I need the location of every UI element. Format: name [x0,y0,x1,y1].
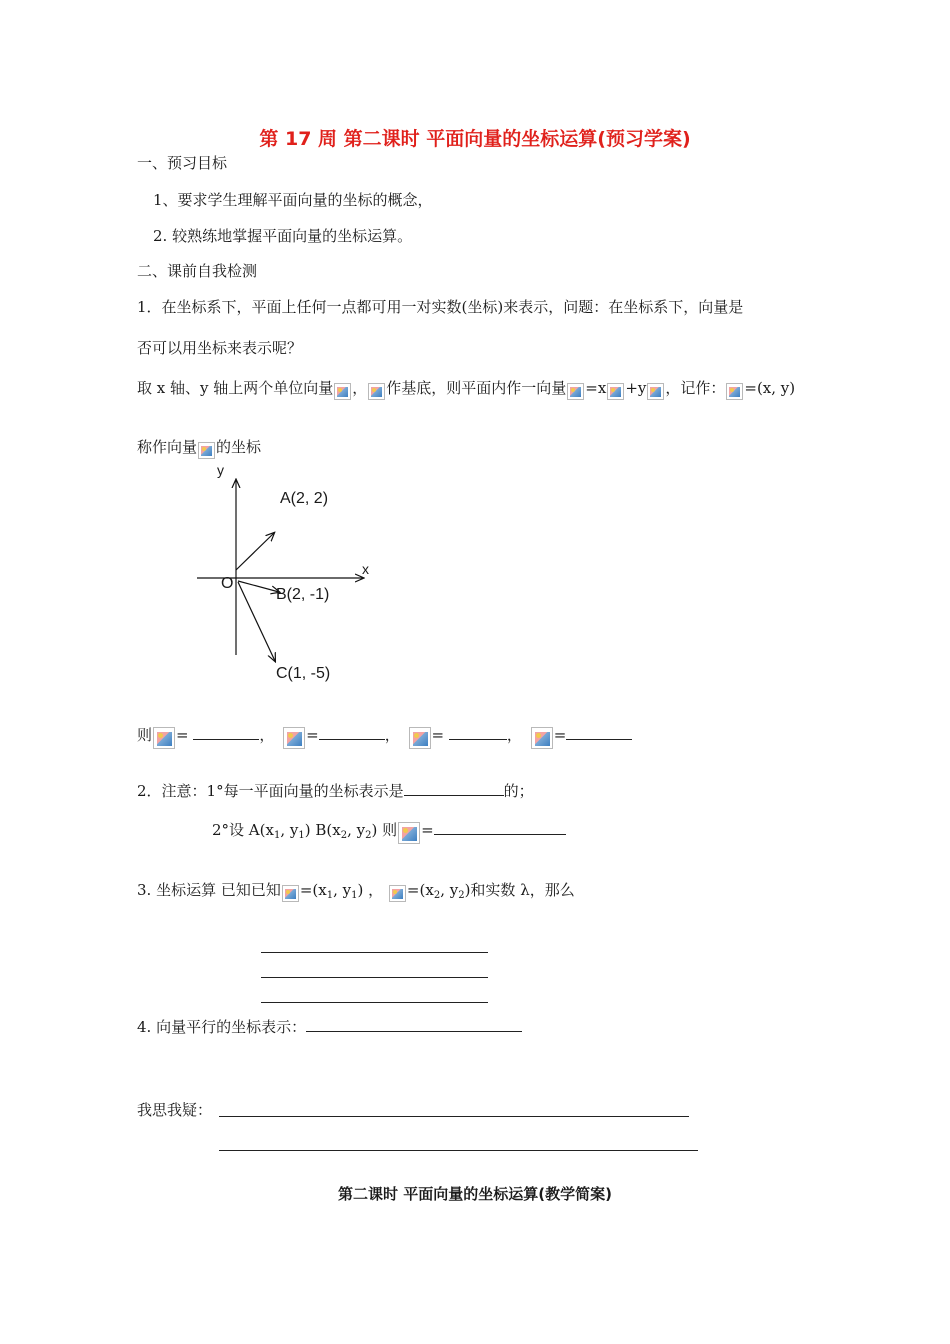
q1-line4-text-b: 的坐标 [216,438,262,456]
q2-line1-text-b: 的； [503,782,534,800]
comma-1: ， [259,726,275,744]
vector-ob-image-icon [283,727,305,749]
eq-4: = [553,726,567,744]
vector-ab-image-icon [398,822,420,844]
y-axis-label: y [217,462,224,478]
vector-a-image-icon [282,885,299,902]
x-axis-label: x [362,561,369,577]
q3-answer-line-3[interactable] [261,1002,488,1003]
q1-line3-text-g: =(x, y) [744,379,796,397]
q3-sub-1: 1 [326,890,334,901]
q3-g: )和实数 λ，那么 [464,881,575,899]
eq-3: = [431,726,445,744]
answer-blank-3[interactable] [449,723,507,740]
q1-line3-text-a: 取 x 轴、y 轴上两个单位向量 [137,379,334,397]
reflection-line-1[interactable] [219,1116,689,1117]
vector-i-image-icon [607,383,624,400]
eq-2: = [306,726,319,744]
vector-a-image-icon [726,383,743,400]
q2-line2-c: ) B(x [304,821,341,839]
vector-oc-image-icon [409,727,431,749]
q3-answer-line-1[interactable] [261,952,488,953]
point-c-label: C(1, -5) [276,665,331,682]
q2-line1-text-a: 2．注意：1°每一平面向量的坐标表示是 [137,782,404,800]
eq-1: = [176,726,189,744]
objective-1: 1、要求学生理解平面向量的坐标的概念， [153,191,433,209]
point-b-label: B(2, -1) [276,586,330,603]
comma-3: ， [506,726,522,744]
q4-line [137,1015,522,1037]
vector-oa [236,533,274,570]
q3-sub-3: 2 [433,890,441,901]
objective-2: 2. 较熟练地掌握平面向量的坐标运算。 [153,227,413,245]
reflection-label: 我思我疑： [137,1101,213,1119]
vector-i-image-icon [334,383,351,400]
point-a-label: A(2, 2) [280,490,329,507]
q3-sub-2: 1 [351,890,358,901]
q3-d: ) ， [357,881,384,899]
answer-blank-4[interactable] [566,723,632,740]
section-subtitle: 第二课时 平面向量的坐标运算(教学简案) [338,1185,612,1203]
q3-sub-4: 2 [458,890,465,901]
answer-blank-1[interactable] [193,723,259,740]
vector-ab-image-icon [531,727,553,749]
q2-line2-a: 2°设 A(x [212,821,274,839]
q2-blank-2[interactable] [434,818,566,835]
q4-text: 4. 向量平行的坐标表示： [137,1018,307,1036]
q1-line3 [137,378,795,400]
q2-sub-4: 2 [365,830,372,841]
q2-line2 [212,818,566,846]
q2-line2-e: ) 则 [371,821,398,839]
q2-line2-b: , y [280,821,299,839]
section2-heading: 二、课前自我检测 [137,262,258,280]
q2-blank-1[interactable] [404,779,504,796]
q2-line1 [137,779,534,801]
q3-a: 3. 坐标运算 已知已知 [137,881,281,899]
q1-line3-text-c: 作基底，则平面内作一向量 [386,379,567,397]
q3-f: , y [440,881,459,899]
vector-oa-image-icon [153,727,175,749]
q3-answer-line-2[interactable] [261,977,488,978]
vector-j-image-icon [368,383,385,400]
q1-line1: 1．在坐标系下，平面上任何一点都可用一对实数(坐标)来表示，问题：在坐标系下，向量是 [137,298,744,316]
page-title: 第 17 周 第二课时 平面向量的坐标运算(预习学案) [259,128,691,150]
q3-b: =(x [299,881,327,899]
q4-blank[interactable] [306,1015,522,1032]
q1-line3-text-f: ，记作： [665,379,726,397]
answer-row [137,723,632,749]
vector-b-image-icon [389,885,406,902]
comma-2: ， [384,726,400,744]
q2-line2-d: , y [347,821,366,839]
q1-line3-text-b: ， [352,379,368,397]
q2-sub-3: 2 [340,830,348,841]
vector-ob [238,581,279,592]
q3-line [137,880,575,906]
q1-line4 [137,437,261,459]
section1-heading: 一、预习目标 [137,154,228,172]
then-label: 则 [137,726,153,744]
answer-blank-2[interactable] [319,723,385,740]
vector-a-image-icon [567,383,584,400]
vector-oc [238,582,275,661]
q3-c: , y [333,881,352,899]
q3-e: =(x [406,881,434,899]
q2-line2-f: = [421,821,434,839]
vector-a-image-icon [198,442,215,459]
q1-line2: 否可以用坐标来表示呢？ [137,339,303,357]
q1-line3-text-e: +y [625,379,647,397]
q1-line4-text-a: 称作向量 [137,438,198,456]
origin-label: O [221,575,234,592]
reflection-line-2[interactable] [219,1150,698,1151]
q2-sub-1: 1 [273,830,281,841]
vector-j-image-icon [647,383,664,400]
q2-sub-2: 1 [298,830,305,841]
q1-line3-text-d: =x [585,379,607,397]
